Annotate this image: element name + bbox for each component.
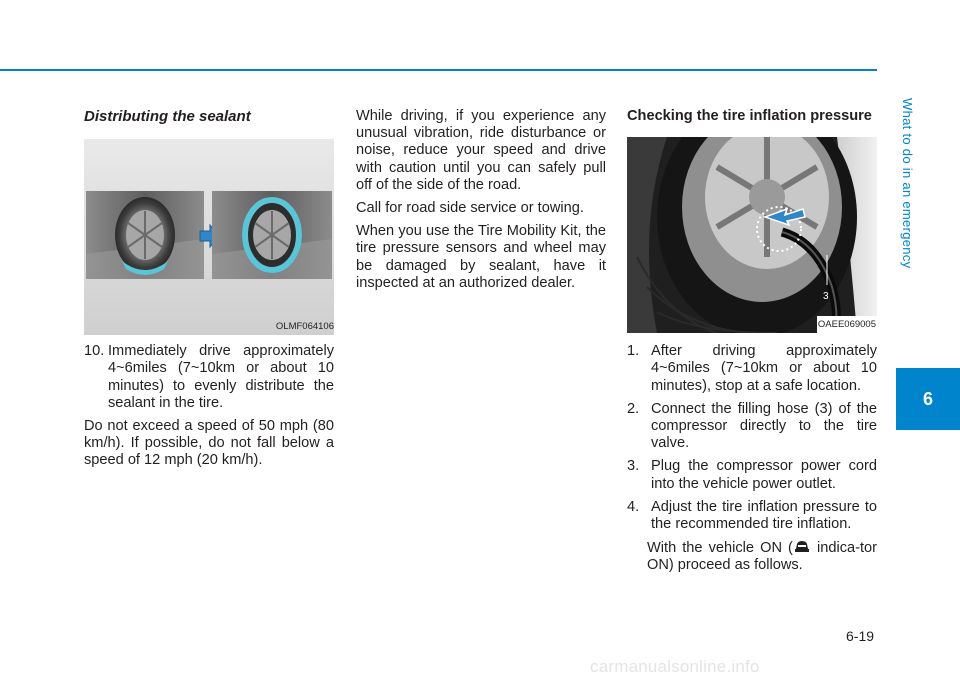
step-text: Plug the compressor power cord into the vehicle power outlet. — [651, 458, 877, 492]
tire-valve-illustration — [627, 137, 877, 333]
figure-tire-valve — [627, 137, 877, 333]
vehicle-ready-indicator-icon — [793, 539, 811, 555]
column-3 — [627, 108, 877, 575]
list-item — [627, 343, 877, 395]
figure-code: OAEE069005 — [817, 316, 877, 333]
step-number: 10. — [84, 343, 105, 360]
list-item — [627, 458, 877, 492]
list-item — [627, 401, 877, 453]
list-item — [627, 499, 877, 533]
column-1 — [84, 108, 334, 476]
step-number: 2. — [627, 400, 640, 417]
step-text: After driving approximately 4~6miles (7~10km or about 10 minutes), stop at a safe location. — [651, 343, 877, 394]
figure-sealant-distribution — [84, 139, 334, 335]
section-heading-checking: Checking the tire inflation pressure — [627, 108, 872, 124]
chapter-number: 6 — [922, 388, 933, 409]
step-text: Adjust the tire inflation pressure to the recommended tire inflation. — [651, 498, 877, 533]
speed-paragraph: Do not exceed a speed of 50 mph (80 km/h). If possible, do not fall below a speed of 12 mph (20 km/h). — [84, 418, 334, 469]
step-text: Connect the filling hose (3) of the compressor directly to the tire valve. — [651, 400, 877, 452]
section-heading-distributing: Distributing the sealant — [84, 108, 251, 125]
page-number: 6-19 — [846, 628, 875, 644]
step-number: 3. — [627, 458, 640, 475]
header-rule — [0, 69, 877, 71]
list-item — [84, 343, 334, 412]
step-text: Immediately drive approximately 4~6miles (7~10km or about 10 minutes) to evenly distribute the sealant in the tire. — [108, 343, 334, 411]
sensor-paragraph: When you use the Tire Mobility Kit, the tire pressure sensors and wheel may be damaged by sealant, have it inspected at an authorized dealer. — [356, 223, 606, 291]
watermark: carmanualsonline.info — [590, 657, 760, 676]
note-text-before: With the vehicle ON ( — [647, 540, 793, 557]
roadside-paragraph: Call for road side service or towing. — [356, 200, 584, 217]
vehicle-on-note — [647, 539, 877, 574]
chapter-title-vertical: What to do in an emergency — [900, 97, 915, 269]
driving-paragraph: While driving, if you experience any unusual vibration, ride disturbance or noise, reduce your speed and drive with caution until you can safely pull off of the side of the road. — [356, 108, 606, 193]
note-text-after: indica-tor ON) proceed as follows. — [647, 540, 878, 574]
chapter-tab — [896, 368, 960, 430]
figure-code: OLMF064106 — [275, 321, 334, 332]
column-2 — [356, 108, 606, 298]
hose-callout-number: 3 — [823, 291, 829, 303]
step-number: 1. — [627, 343, 640, 360]
step-number: 4. — [627, 498, 640, 515]
sealant-distribution-illustration — [84, 139, 334, 335]
